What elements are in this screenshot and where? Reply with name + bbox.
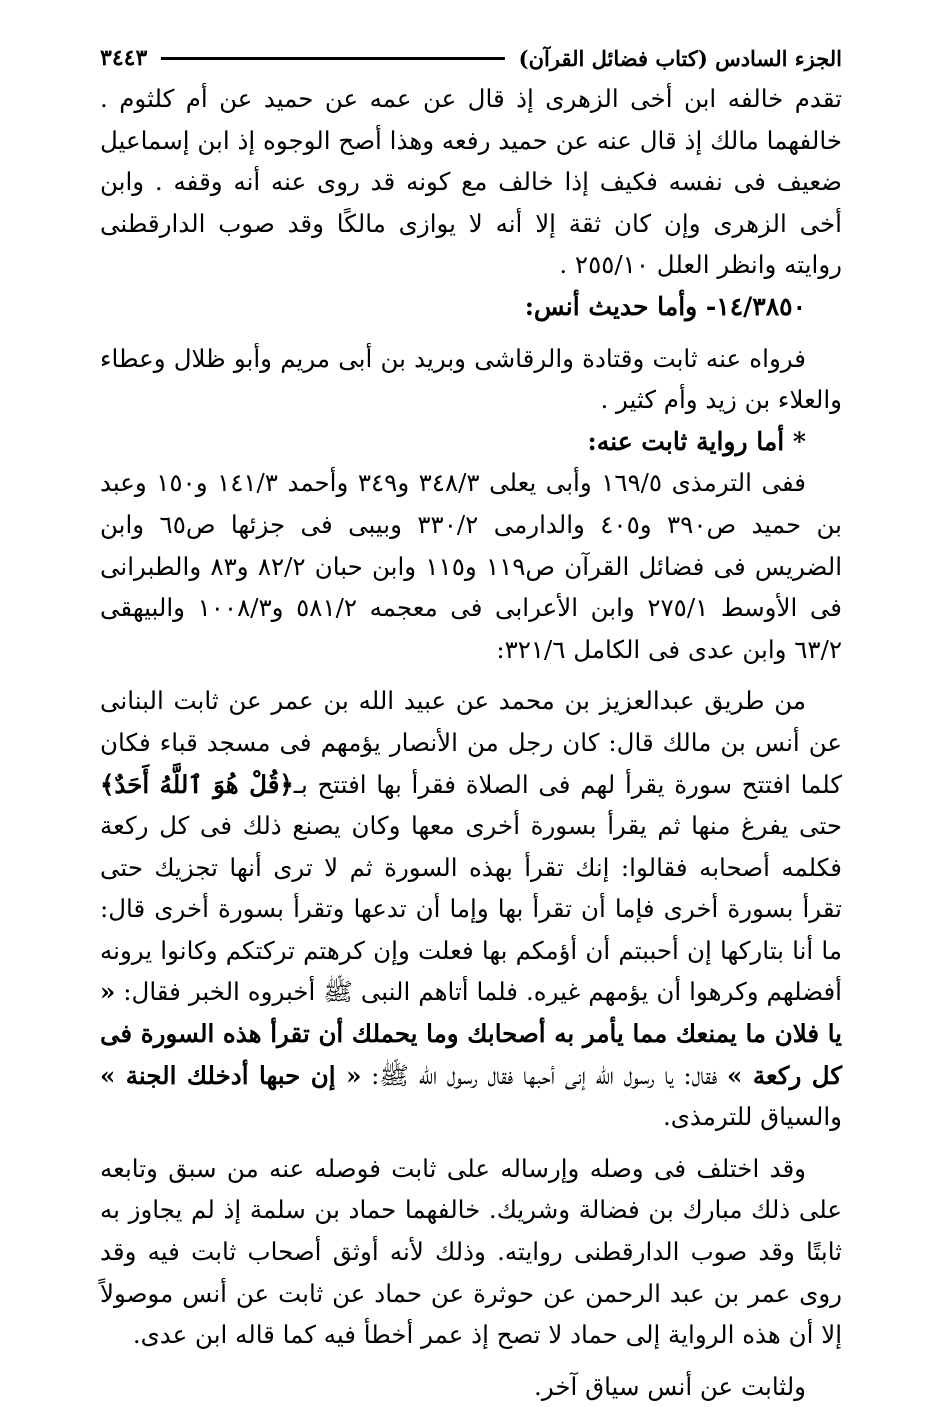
- section-heading: ١٤/٣٨٥٠- وأما حديث أنس:: [524, 291, 806, 321]
- hadith-quote-2: « إن حبها أدخلك الجنة »: [100, 1060, 362, 1090]
- spacer: [100, 1138, 842, 1148]
- subsection-heading: * أما رواية ثابت عنه:: [587, 426, 806, 456]
- paragraph-4: [100, 680, 842, 1138]
- page-number: ٣٤٤٣: [100, 45, 148, 71]
- hadith-quote-1: « يا فلان ما يمنعك مما يأمر به أصحابك وما يحملك أن تقرأ هذه السورة فى كل ركعة »: [100, 977, 842, 1090]
- header-rule: [161, 57, 504, 60]
- paragraph-4-text-a: من طريق عبدالعزيز بن محمد عن عبيد الله بن عمر عن ثابت البنانى عن أنس بن مالك قال: كان رجل من الأنصار يؤمهم فى مسجد قباء فكان كلما افتتح سورة يقرأ لهم فى الصلاة فقرأ بها افتتح بـ: [100, 686, 842, 799]
- paragraph-3: ففى الترمذى ١٦٩/٥ وأبى يعلى ٣٤٨/٣ و٣٤٩ وأحمد ١٤١/٣ و١٥٠ وعبد بن حميد ص٣٩٠ و٤٠٥ والدارمى ٣٣٠/٢ وبيبى فى جزئها ص٦٥ وابن الضريس فى فضائل القرآن ص١١٩ و١١٥ وابن حبان ٨٢/٢ و٨٣ والطبرانى فى الأوسط ٢٧٥/١ وابن الأعرابى فى معجمه ٥٨١/٢ و١٠٠٨/٣ والبيهقى ٦٣/٢ وابن عدى فى الكامل ٣٢١/٦:: [100, 468, 843, 664]
- spacer: [100, 328, 842, 338]
- paragraph-4-text-c: فقال: يا رسول الله إنى أحبها فقال رسول الله ﷺ:: [361, 1060, 728, 1090]
- spacer: [100, 670, 842, 680]
- paragraph-2: فرواه عنه ثابت وقتادة والرقاشى وبريد بن أبى مريم وأبو ظلال وعطاء والعلاء بن زيد وأم كثير .: [100, 343, 842, 415]
- paragraph-5: وقد اختلف فى وصله وإرساله على ثابت فوصله عنه من سبق وتابعه على ذلك مبارك بن فضالة وشريك. خالفهما حماد بن سلمة إذ لم يجاوز به ثابتًا وقد صوب الدارقطنى روايته. وذلك لأنه أوثق أصحاب ثابت فيه وقد روى عمر بن عبد الرحمن عن حوثرة عن حماد عن ثابت عن أنس موصولاً إلا أن هذه الرواية إلى حماد لا تصح إذ عمر أخطأ فيه كما قاله ابن عدى.: [100, 1153, 842, 1350]
- spacer: [100, 1356, 842, 1366]
- paragraph-4-text-d: والسياق للترمذى.: [662, 1102, 842, 1132]
- page: [100, 38, 842, 1407]
- paragraph-6: ولثابت عن أنس سياق آخر.: [534, 1371, 806, 1401]
- quran-verse: ﴿قُلْ هُوَ ٱللَّهُ أَحَدٌ﴾: [100, 769, 294, 799]
- paragraph-4-text-b: حتى يفرغ منها ثم يقرأ بسورة أخرى معها وكان يصنع ذلك فى كل ركعة فكلمه أصحابه فقالوا: إنك تقرأ بهذه السورة ثم لا ترى أنها تجزيك حتى تقرأ بسورة أخرى فإما أن تقرأ بها وإما أن تدعها وتقرأ بسورة أخرى قال: ما أنا بتاركها إن أحببتم أن أؤمكم بها فعلت وإن كرهتم تركتكم وكانوا يرونه أفضلهم وكرهوا أن يؤمهم غيره. فلما أتاهم النبى ﷺ أخبروه الخبر فقال:: [100, 811, 842, 1007]
- paragraph-1: تقدم خالفه ابن أخى الزهرى إذ قال عن عمه عن حميد عن أم كلثوم . خالفهما مالك إذ قال عنه عن حميد رفعه وهذا أصح الوجوه إذ ابن إسماعيل ضعيف فى نفسه فكيف إذا خالف مع كونه قد روى عنه أنه وقفه . وابن أخى الزهرى وإن كان ثقة إلا أنه لا يوازى مالكًا وقد صوب الدارقطنى روايته وانظر العلل ٢٥٥/١٠ .: [100, 84, 842, 280]
- page-header: [100, 38, 842, 78]
- book-title: الجزء السادس (كتاب فضائل القرآن): [518, 45, 842, 71]
